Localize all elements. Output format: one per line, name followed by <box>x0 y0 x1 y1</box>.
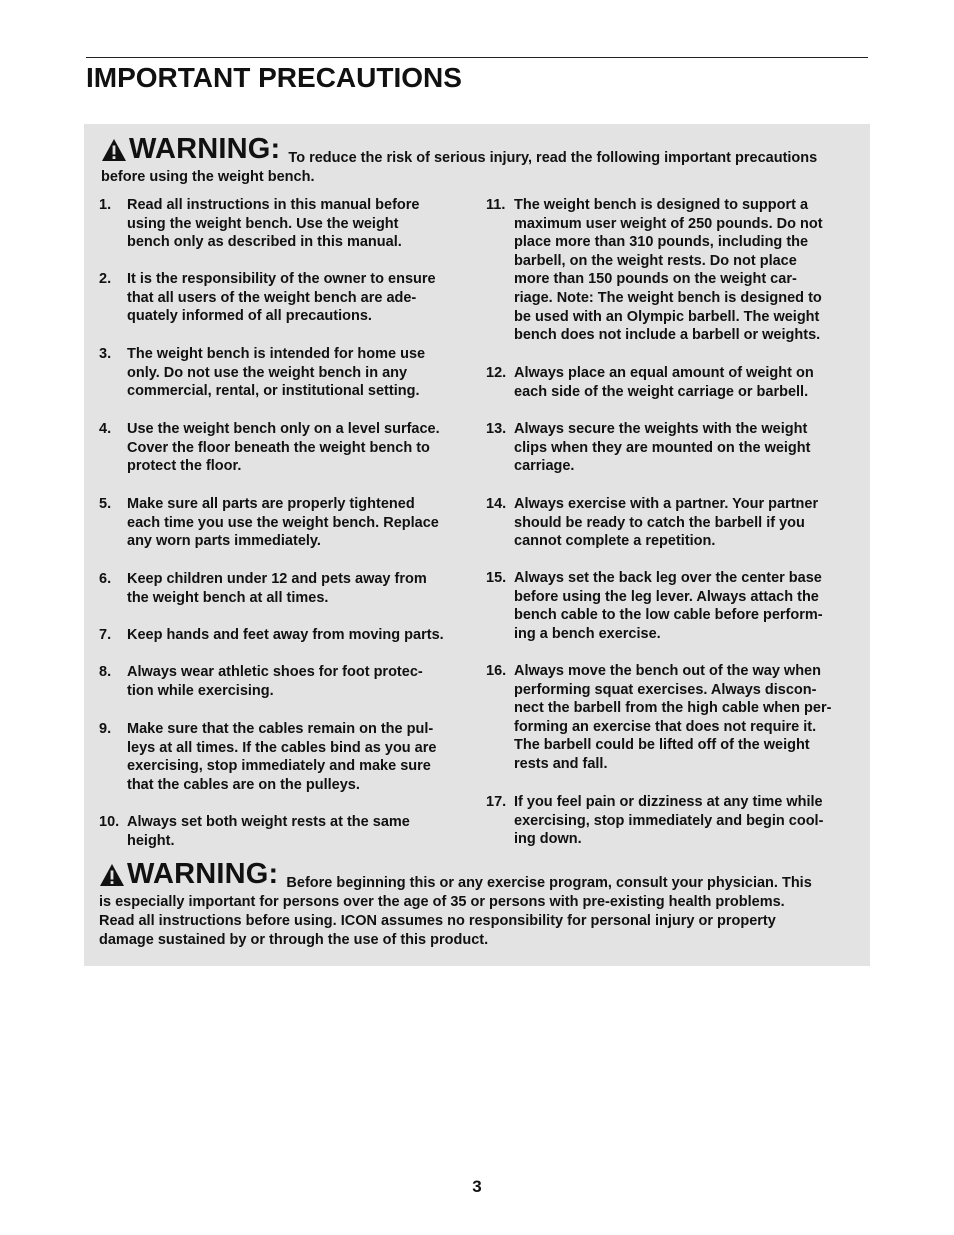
precaution-item: 14. Always exercise with a partner. Your partner should be ready to catch the barbell if you cannot complete a repetition. <box>486 496 819 550</box>
precaution-item: 9. Make sure that the cables remain on the pul- leys at all times. If the cables bind as you are exercising, stop immediately and make sure that the cables are on the pulleys. <box>99 721 437 793</box>
warning-word: WARNING: <box>127 858 279 890</box>
precaution-item: 3. The weight bench is intended for home use only. Do not use the weight bench in any commercial, rental, or institutional setting. <box>99 346 426 400</box>
warning-heading <box>101 133 288 165</box>
warning-intro <box>101 133 861 187</box>
precautions-panel <box>84 124 870 966</box>
precaution-item: 15. Always set the back leg over the center base before using the leg lever. Always attach the bench cable to the low cable before perform- ing a bench exercise. <box>486 570 823 642</box>
precaution-item: 12. Always place an equal amount of weight on each side of the weight carriage or barbell. <box>486 365 814 400</box>
warning-triangle-icon <box>99 863 125 887</box>
precaution-item: 5. Make sure all parts are properly tightened each time you use the weight bench. Replace any worn parts immediately. <box>99 496 439 550</box>
precaution-item: 8. Always wear athletic shoes for foot protec- tion while exercising. <box>99 664 423 699</box>
precaution-item: 7. Keep hands and feet away from moving parts. <box>99 627 444 643</box>
precaution-item: 11. The weight bench is designed to support a maximum user weight of 250 pounds. Do not place more than 310 pounds, including the barbell, on the weight rests. Do not place more than 150 pounds on the weight car- riage. Note: The weight bench is designed to be used with an Olympic barbell. The weight bench does not include a barbell or weights. <box>486 197 823 344</box>
precaution-item: 1. Read all instructions in this manual before using the weight bench. Use the weight bench only as described in this manual. <box>99 197 420 251</box>
warning-closing <box>99 858 859 950</box>
precaution-item: 4. Use the weight bench only on a level surface. Cover the floor beneath the weight bench to protect the floor. <box>99 421 440 475</box>
precaution-item: 13. Always secure the weights with the weight clips when they are mounted on the weight carriage. <box>486 421 811 475</box>
page-number: 3 <box>472 1177 482 1196</box>
precaution-item: 2. It is the responsibility of the owner to ensure that all users of the weight bench are ade- quately informed of all precautions. <box>99 271 436 325</box>
warning-triangle-icon <box>101 138 127 162</box>
precaution-item: 16. Always move the bench out of the way when performing squat exercises. Always discon- nect the barbell from the high cable when per- forming an exercise that does not require it. The barbell could be lifted off of the weight rests and fall. <box>486 663 832 772</box>
page-title: IMPORTANT PRECAUTIONS <box>86 62 462 93</box>
warning-intro-line1: To reduce the risk of serious injury, read the following important precautions <box>288 150 818 166</box>
precaution-item: 6. Keep children under 12 and pets away from the weight bench at all times. <box>99 571 427 606</box>
precaution-item: 17. If you feel pain or dizziness at any time while exercising, stop immediately and begin cool- ing down. <box>486 794 824 848</box>
warning-intro-line2: before using the weight bench. <box>101 169 315 185</box>
warning-word: WARNING: <box>129 133 281 165</box>
top-rule <box>86 57 868 58</box>
precaution-item: 10. Always set both weight rests at the same height. <box>99 814 410 849</box>
warning-closing-rest: is especially important for persons over the age of 35 or persons with pre-existing health problems. Read all instructions before using. ICON assumes no responsibility for personal injury or property damage sustained by or through the use of this product. <box>99 894 785 948</box>
warning-closing-line1: Before beginning this or any exercise program, consult your physician. This <box>286 875 812 891</box>
warning-heading <box>99 858 286 890</box>
